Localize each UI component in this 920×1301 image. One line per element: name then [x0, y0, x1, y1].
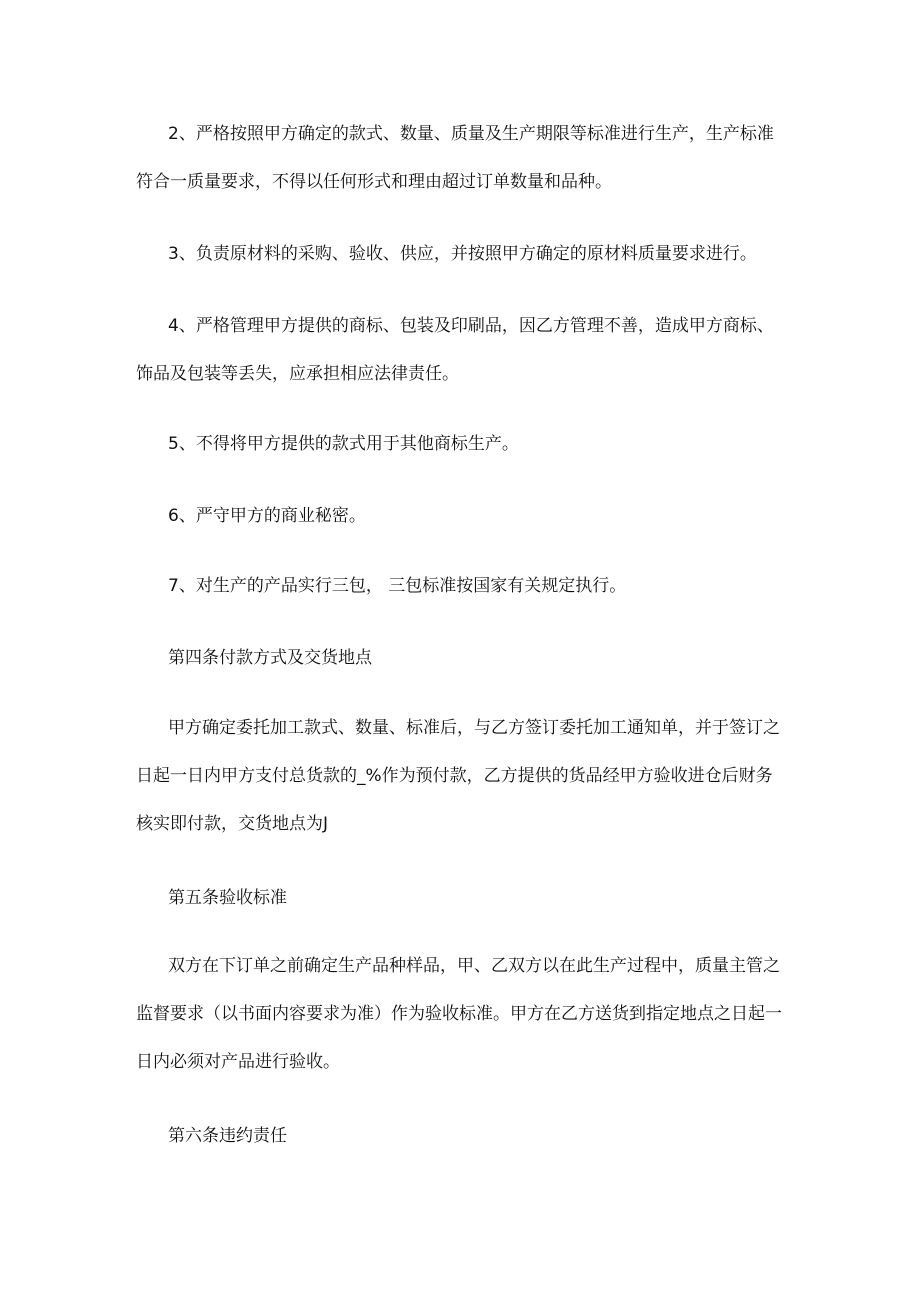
article-5-body: 双方在下订单之前确定生产品种样品，甲、乙双方以在此生产过程中，质量主管之监督要求（以书面内容要求为准）作为验收标准。甲方在乙方送货到指定地点之日起一日内必须对产品进行验收。 — [136, 956, 782, 1072]
article-5-heading: 第五条验收标准 — [168, 888, 287, 908]
clause-5-paragraph: 5、不得将甲方提供的款式用于其他商标生产。 — [168, 434, 519, 454]
article-6-heading: 第六条违约责任 — [168, 1126, 287, 1146]
clause-7-paragraph: 7、对生产的产品实行三包， 三包标准按国家有关规定执行。 — [168, 576, 627, 596]
article-4-heading: 第四条付款方式及交货地点 — [168, 648, 372, 668]
clause-6-paragraph: 6、严守甲方的商业秘密。 — [168, 506, 366, 526]
article-4-body: 甲方确定委托加工款式、数量、标准后，与乙方签订委托加工通知单，并于签订之日起一日内甲方支付总货款的_%作为预付款，乙方提供的货品经甲方验收进仓后财务核实即付款，交货地点为J — [136, 718, 780, 834]
clause-2-paragraph: 2、严格按照甲方确定的款式、数量、质量及生产期限等标准进行生产，生产标准符合一质量要求，不得以任何形式和理由超过订单数量和品种。 — [136, 124, 774, 192]
clause-4-paragraph: 4、严格管理甲方提供的商标、包装及印刷品，因乙方管理不善，造成甲方商标、饰品及包装等丢失，应承担相应法律责任。 — [136, 316, 774, 384]
clause-3-paragraph: 3、负责原材料的采购、验收、供应，并按照甲方确定的原材料质量要求进行。 — [168, 244, 757, 264]
